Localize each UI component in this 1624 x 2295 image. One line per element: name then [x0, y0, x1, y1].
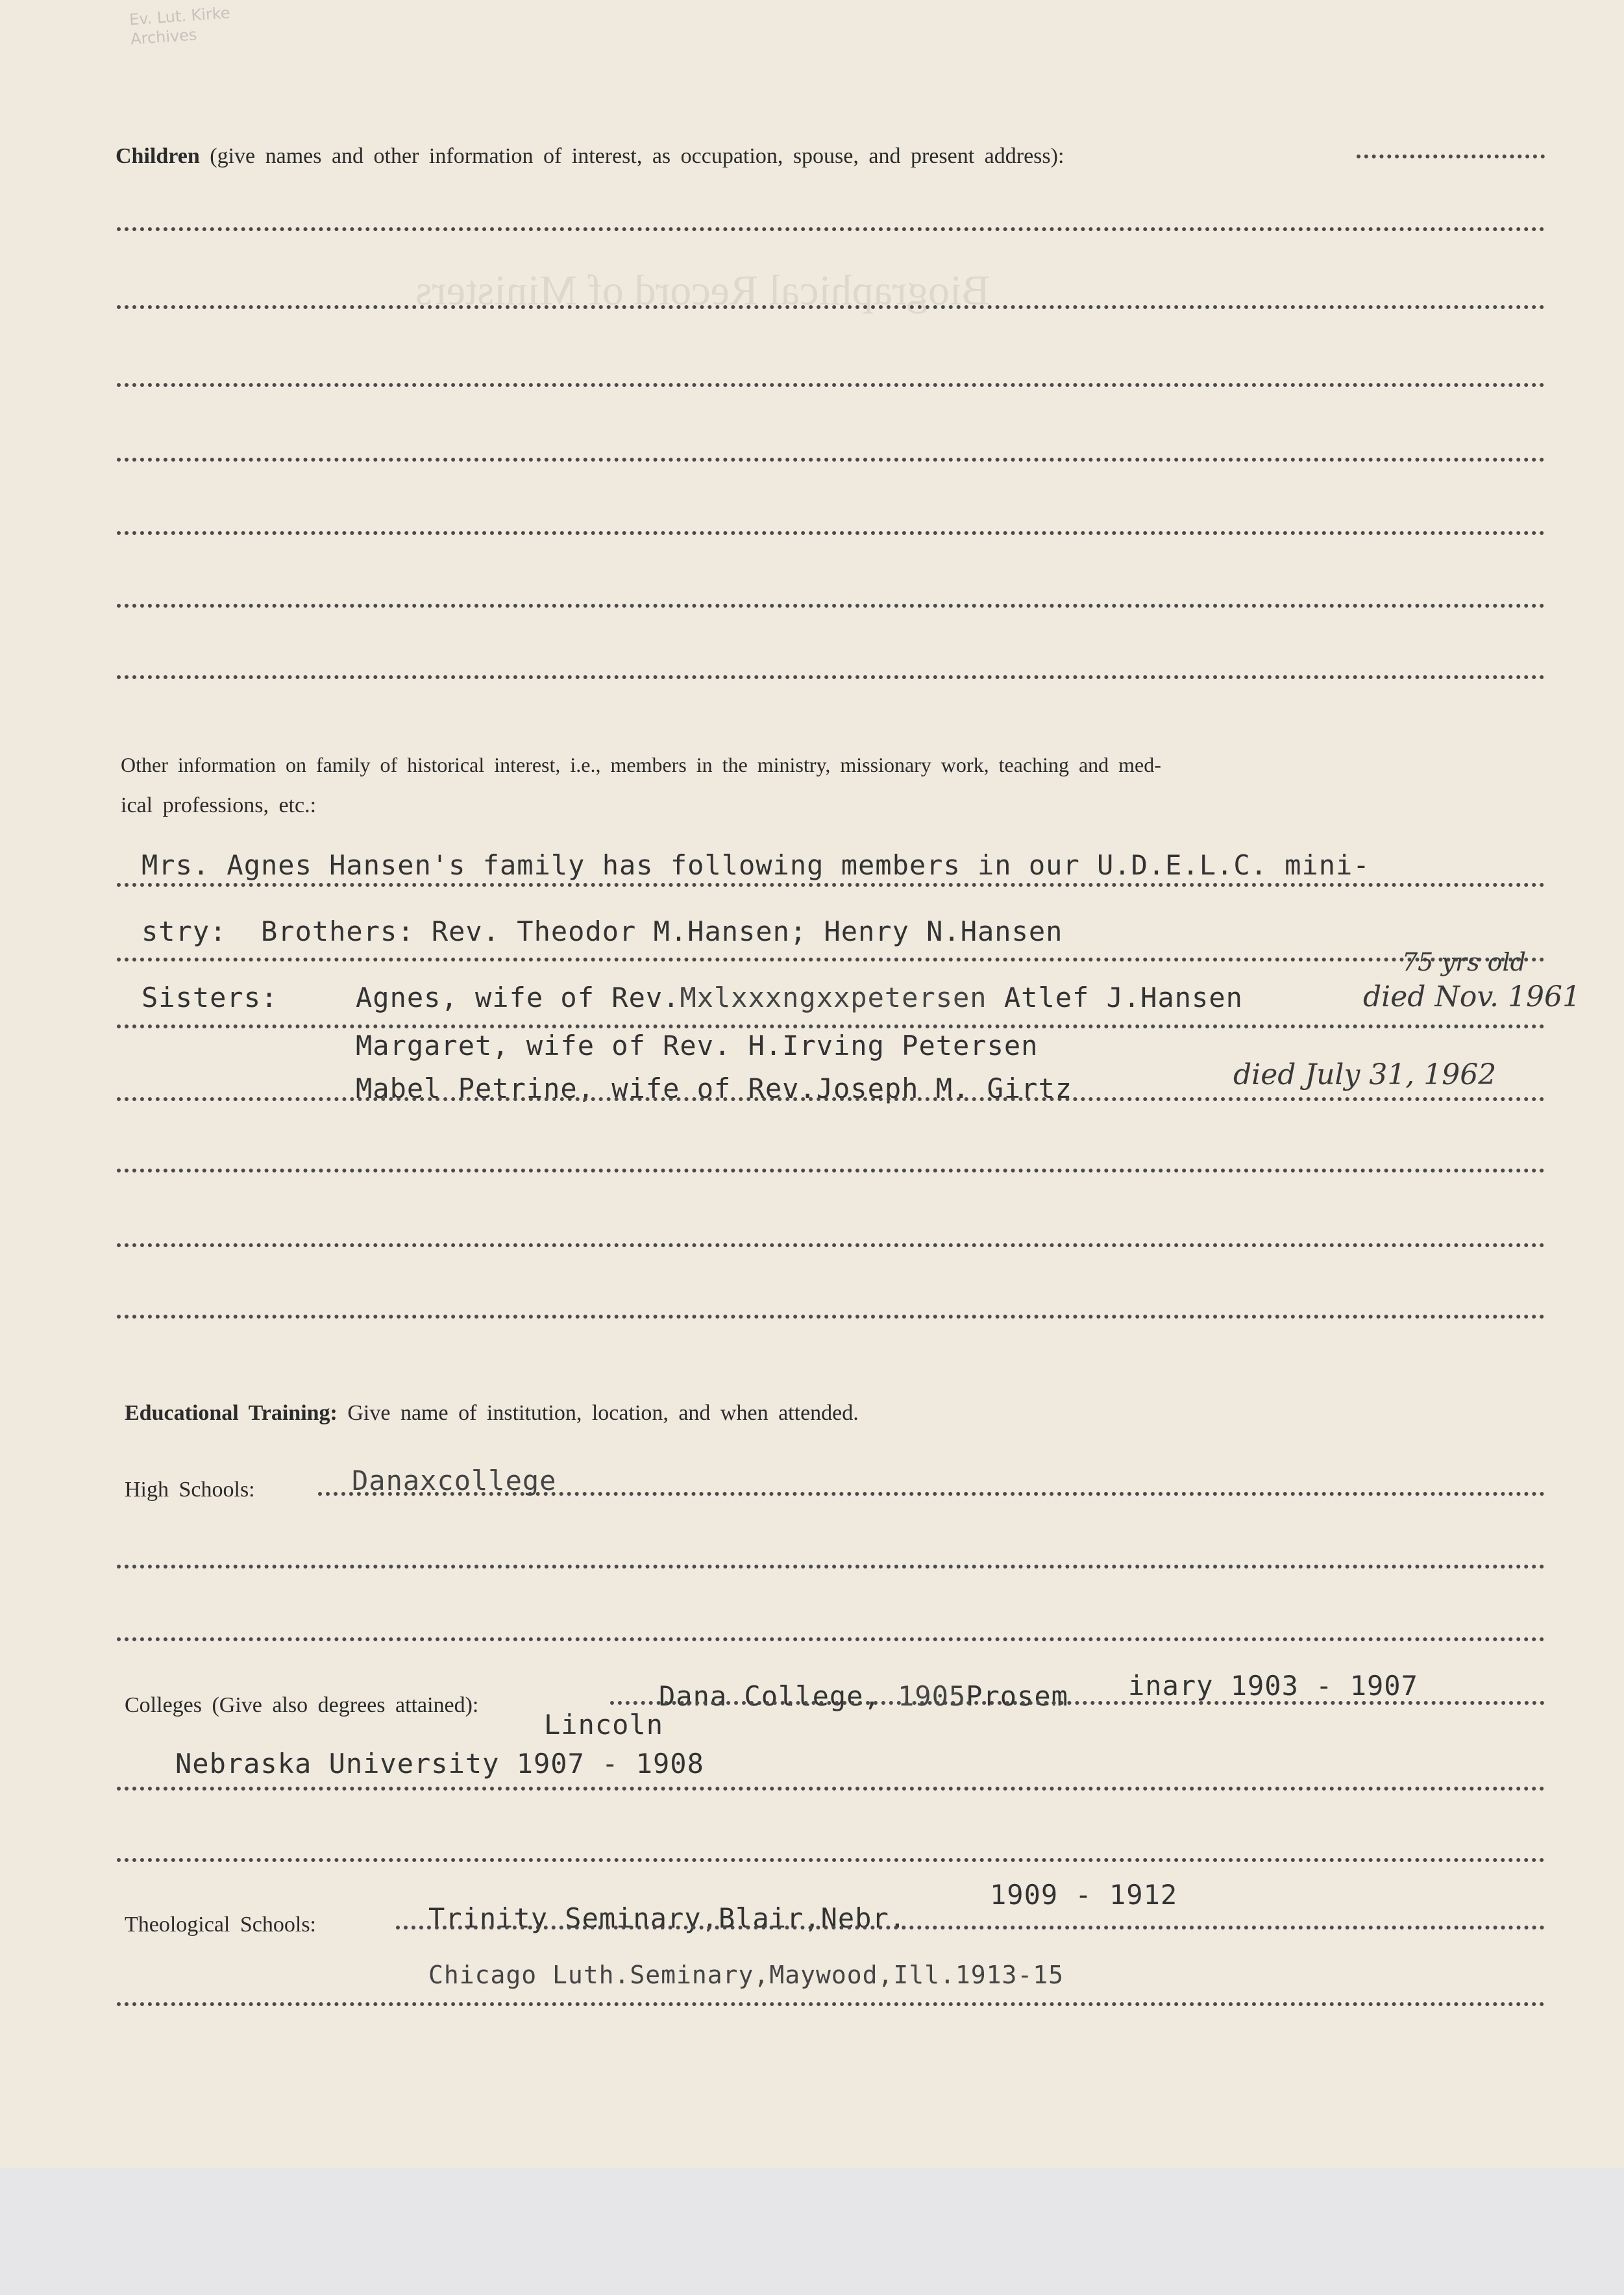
theological-label: Theological Schools: — [125, 1913, 317, 1937]
colleges-label: Colleges (Give also degrees attained): — [125, 1693, 479, 1717]
high-schools-label: High Schools: — [125, 1478, 255, 1502]
scan-margin — [0, 2168, 1624, 2295]
high-schools-line — [117, 1565, 1545, 1569]
high-schools-struck-value: Danaxcollege — [352, 1465, 557, 1496]
theological-line — [117, 2002, 1545, 2006]
sisters-label: Sisters: — [141, 982, 278, 1013]
college-prosem: Prosem — [966, 1680, 1068, 1712]
colleges-line — [117, 1858, 1545, 1862]
children-line — [1357, 155, 1545, 158]
family-line-1: Mrs. Agnes Hansen's family has following members in our U.D.E.L.C. mini- — [141, 849, 1370, 881]
education-label-rest: Give name of institution, location, and when attended. — [347, 1401, 859, 1425]
bleed-through-title: Biographical Record of Ministers — [415, 267, 990, 314]
family-underline-5 — [117, 1169, 1545, 1172]
children-line — [117, 383, 1545, 387]
colleges-superscript: inary 1903 - 1907 — [1128, 1670, 1418, 1702]
sister-line-1 — [356, 982, 1243, 1013]
colleges-line — [610, 1701, 1545, 1705]
sister-line-3: Mabel Petrine, wife of Rev.Joseph M. Girtz — [356, 1073, 1073, 1104]
children-line — [117, 227, 1545, 231]
pencil-archive-note: Ev. Lut. Kirke Archives — [129, 3, 231, 49]
education-label-bold: Educational Training: — [125, 1401, 338, 1425]
children-line — [117, 675, 1545, 679]
sister1-husband: Atlef J.Hansen — [1003, 982, 1243, 1013]
children-line — [117, 604, 1545, 608]
family-underline-1 — [117, 883, 1545, 887]
children-label-bold: Children — [116, 144, 200, 168]
children-label — [116, 144, 1064, 169]
other-info-label-line1: Other information on family of historical interest, i.e., members in the ministry, missionary work, teaching and med- — [121, 753, 1161, 776]
theological-line — [396, 1926, 1545, 1929]
family-underline-4 — [117, 1097, 1545, 1101]
education-label — [125, 1401, 859, 1426]
colleges-line-2: Nebraska University 1907 - 1908 — [175, 1748, 704, 1780]
children-line — [117, 531, 1545, 535]
children-line — [117, 305, 1545, 309]
theological-years: 1909 - 1912 — [990, 1879, 1178, 1911]
college-struck-year: 1905 — [898, 1680, 966, 1712]
handwritten-death-note-2: died July 31, 1962 — [1233, 1058, 1497, 1091]
high-schools-line — [318, 1492, 1545, 1496]
family-underline-2 — [117, 958, 1545, 961]
colleges-line — [117, 1787, 1545, 1791]
children-line — [117, 458, 1545, 462]
sister1-pre: Agnes, wife of Rev. — [356, 982, 680, 1013]
family-underline-3 — [117, 1024, 1545, 1028]
college-name: Dana College, — [659, 1680, 898, 1712]
high-schools-line — [117, 1637, 1545, 1641]
family-underline-7 — [117, 1315, 1545, 1319]
family-underline-6 — [117, 1243, 1545, 1247]
children-label-rest: (give names and other information of interest, as occupation, spouse, and present address): — [210, 144, 1064, 168]
theological-line-1: Trinity Seminary,Blair,Nebr. — [428, 1902, 907, 1934]
family-line-2: stry: Brothers: Rev. Theodor M.Hansen; Henry N.Hansen — [141, 915, 1063, 947]
sister1-struck-name: Mxlxxxngxxpetersen — [680, 982, 987, 1013]
theological-line-2-struck: Chicago Luth.Seminary,Maywood,Ill.1913-15 — [428, 1961, 1064, 1989]
other-info-label-line2: ical professions, etc.: — [121, 793, 317, 817]
colleges-line-1 — [659, 1680, 1068, 1712]
sister-line-2: Margaret, wife of Rev. H.Irving Petersen — [356, 1030, 1039, 1061]
handwritten-age-note: 75 yrs old — [1402, 948, 1527, 976]
handwritten-death-note-1: died Nov. 1961 — [1363, 980, 1581, 1013]
colleges-lincoln: Lincoln — [544, 1709, 664, 1741]
